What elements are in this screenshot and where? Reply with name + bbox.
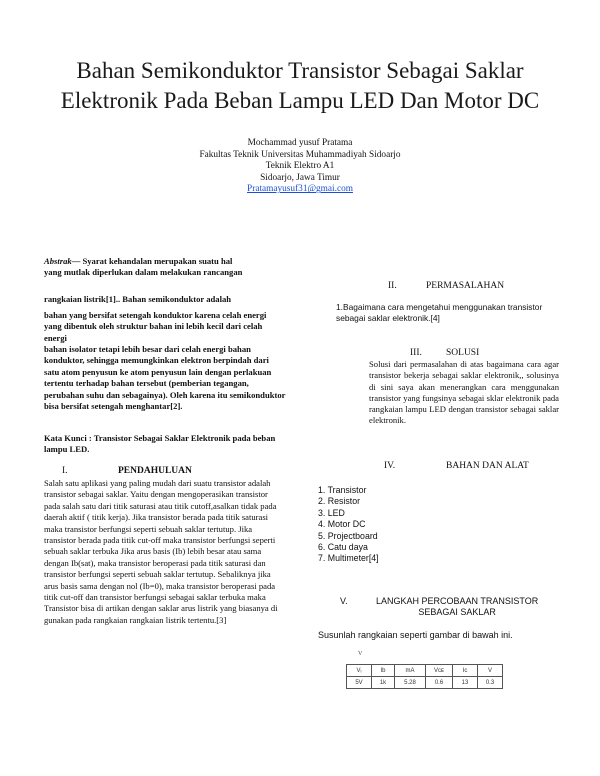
author-email-link[interactable]: Pratamayusuf31@gmai.com — [247, 184, 353, 195]
abstract-dash: — — [71, 256, 83, 266]
section-3-number: III. — [410, 348, 422, 358]
list-item: 2. Resistor — [318, 496, 361, 507]
section-2-title: PERMASALAHAN — [426, 281, 505, 291]
section-2-body: 1.Bagaimana cara mengetahui menggunakan transistor sebagai saklar elektronik.[4] — [336, 302, 543, 323]
abstract-line-1: Syarat kehandalan merupakan suatu hal — [82, 256, 233, 266]
author-program: Teknik Elektro A1 — [265, 161, 335, 172]
table-cell: 13 — [453, 677, 478, 689]
table-cell: 1k — [372, 677, 395, 689]
table-cell: Ic — [453, 665, 478, 677]
list-item: 3. LED — [318, 507, 345, 518]
section-5-title-line-2: SEBAGAI SAKLAR — [418, 607, 496, 617]
author-faculty: Fakultas Teknik Universitas Muhammadiyah Sidoarjo — [199, 149, 401, 160]
table-row — [347, 677, 503, 689]
author-location: Sidoarjo, Jawa Timur — [260, 172, 340, 183]
table-cell: mA — [395, 665, 426, 677]
paper-title — [20, 56, 580, 116]
table-cell: Vᴄᴇ — [426, 665, 453, 677]
section-2-number: II. — [388, 281, 397, 291]
list-item: 1. Transistor — [318, 485, 367, 495]
list-item: 5. Projectboard — [318, 530, 378, 541]
section-3-title: SOLUSI — [446, 348, 480, 358]
section-1-number: I. — [62, 466, 68, 476]
section-5-number: V. — [340, 596, 348, 606]
list-item: 7. Multimeter[4] — [318, 553, 379, 564]
table-caption: V — [358, 651, 363, 657]
table-cell: 5.28 — [395, 677, 426, 689]
table-cell: Ib — [372, 665, 395, 677]
abstract-paragraph-4: bahan isolator tetapi lebih besar dari celah energi bahan konduktor, sehingga memungkinkan elektron berpindah dari satu atom penyusun ke atom penyusun lain dengan perlakuan tertentu terhadap bahan tersebut (pemberian tegangan, perubahan suhu dan sebagainya). Oleh karena itu semikonduktor bisa bersifat setengah menghantar[2]. — [44, 344, 286, 412]
author-name: Mochammad yusuf Pratama — [247, 138, 353, 148]
title-line-1: Bahan Semikonduktor Transistor Sebagai Saklar — [76, 58, 524, 83]
section-5-title-line-1: LANGKAH PERCOBAAN TRANSISTOR — [376, 596, 539, 606]
section-4-title: BAHAN DAN ALAT — [446, 461, 529, 471]
abstract-paragraph-2: rangkaian listrik[1].. Bahan semikonduktor adalah — [44, 294, 232, 304]
section-3-body: Solusi dari permasalahan di atas bagaimana cara agar transistor bekerja sebagai saklar elektronik,, solusinya di sini saya akan menerangkan cara menggunakan transistor yang fungsinya sebagai sklar elektronik pada rangkaian lampu LED dengan transistor sebagai saklar elektronik. — [369, 359, 559, 426]
section-1-body: Salah satu aplikasi yang paling mudah dari suatu transistor adalah transistor sebagai saklar. Yaitu dengan mengoperasikan transistor pada salah satu dari titik saturasi atau titik cutoff,asalkan tidak pada daerah aktif ( titik kerja). Jika transistor berada pada titik saturasi maka transistor berfungsi seperti sebuah saklar tertutup. Jika transistor berada pada titik cut-off maka transistor berfungsi seperti sebuah saklar terbuka Jika arus basis (Ib) lebih besar atau sama dengan Ib(sat), maka transistor beroperasi pada titik saturasi dan transistor berfungsi seperti sebuah saklar tertutup. Sebaliknya jika arus basis sama dengan nol (Ib=0), maka transistor beroperasi pada titik cut-off dan transistor berfungsi sebagai saklar terbuka maka Transistor bisa di artikan dengan saklar arus listrik yang biasanya di gunakan pada rangkaian rangkaian listrik tertentu.[3] — [44, 478, 278, 625]
abstract-paragraph-3: bahan yang bersifat setengah konduktor karena celah energi yang dibentuk oleh struktur bahan ini lebih kecil dari celah energi — [44, 310, 267, 343]
abstract-label: Abstrak — [44, 256, 72, 266]
section-5-body: Susunlah rangkaian seperti gambar di bawah ini. — [318, 630, 513, 640]
table-row — [347, 665, 503, 677]
section-5-heading — [340, 596, 538, 618]
abstract-line-2: yang mutlak diperlukan dalam melakukan rancangan — [44, 267, 243, 278]
table-cell: 5V — [347, 677, 372, 689]
author-block — [150, 138, 450, 196]
section-1-heading — [62, 466, 192, 476]
title-line-2: Elektronik Pada Beban Lampu LED Dan Motor DC — [60, 88, 540, 113]
section-4-heading — [384, 461, 529, 471]
section-3-heading — [410, 348, 479, 358]
list-item: 4. Motor DC — [318, 519, 366, 530]
keywords: Kata Kunci : Transistor Sebagai Saklar Elektronik pada beban lampu LED. — [44, 433, 276, 455]
tools-list — [318, 485, 379, 565]
table-cell: 0.3 — [478, 677, 503, 689]
section-4-number: IV. — [384, 461, 396, 471]
list-item: 6. Catu daya — [318, 542, 368, 553]
section-2-heading — [388, 281, 504, 291]
table-cell: Vᵢ — [347, 665, 372, 677]
section-1-title: PENDAHULUAN — [118, 466, 192, 476]
experiment-table — [346, 664, 503, 689]
abstract-block — [44, 256, 286, 279]
table-cell: V — [478, 665, 503, 677]
table-cell: 0.6 — [426, 677, 453, 689]
